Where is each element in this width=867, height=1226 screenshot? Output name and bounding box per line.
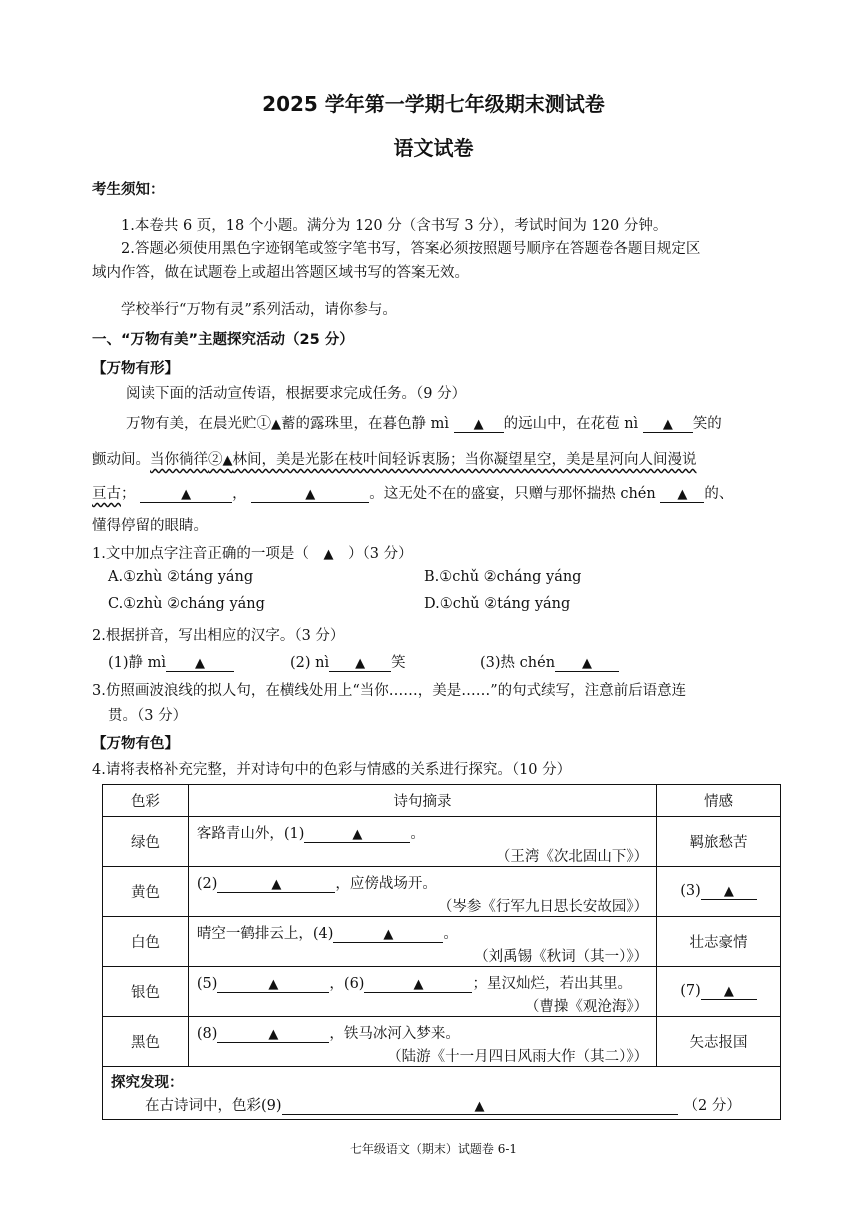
passage-line-1 <box>126 412 722 433</box>
blank-number: (1) <box>283 826 305 842</box>
answer-blank[interactable] <box>217 977 329 993</box>
blank-number: (6) <box>343 976 365 992</box>
exam-subtitle: 语文试卷 <box>393 136 474 160</box>
verse-source: （刘禹锡《秋词（其一）》） <box>474 949 649 965</box>
option-c[interactable]: C.①zhù ②cháng yáng <box>108 596 265 612</box>
answer-blank[interactable] <box>166 656 234 672</box>
verse-source: （陆游《十一月四日风雨大作（其二）》） <box>387 1049 649 1065</box>
passage-text: 万物有美，在晨光贮 <box>126 416 257 432</box>
verse-cell <box>188 1017 656 1067</box>
blank-number: (3) <box>680 883 701 900</box>
table-header-row <box>103 785 781 817</box>
question-4-stem: 4.请将表格补充完整，并对诗句中的色彩与情感的关系进行探究。（10 分） <box>92 762 572 778</box>
exam-title: 2025 学年第一学期七年级期末测试卷 <box>262 92 605 116</box>
wavy-text: 亘古 <box>92 486 121 502</box>
answer-triangle: ▲ <box>222 453 233 468</box>
passage-text: 的远山中，在花苞 nì <box>503 416 639 432</box>
option-a[interactable]: A.①zhù ②táng yáng <box>108 569 254 585</box>
question-3-line-2: 贯。（3 分） <box>108 708 188 724</box>
answer-triangle[interactable]: ▲ <box>323 547 334 562</box>
option-b[interactable]: B.①chǔ ②cháng yáng <box>424 569 582 585</box>
marker-1: ① <box>256 416 271 432</box>
answer-triangle: ▲ <box>268 977 279 992</box>
color-cell: 白色 <box>103 917 189 967</box>
item-suffix: 笑 <box>391 655 406 671</box>
answer-blank[interactable] <box>333 927 443 943</box>
blank-number: (4) <box>312 926 334 942</box>
question-1-stem: 1.文中加点字注音正确的一项是（ <box>92 546 309 562</box>
section-1-heading: 一、“万物有美”主题探究活动（25 分） <box>92 332 354 348</box>
subsection-shape: 【万物有形】 <box>92 361 179 377</box>
verse-text: 。 <box>443 926 458 942</box>
finding-row <box>103 1067 781 1120</box>
answer-blank[interactable] <box>660 487 704 503</box>
notice-item-1: 1.本卷共 6 页，18 个小题。满分为 120 分（含书写 3 分），考试时间为 120 分钟。 <box>121 218 668 234</box>
answer-blank[interactable] <box>217 1027 329 1043</box>
answer-triangle: ▲ <box>413 977 424 992</box>
answer-blank[interactable] <box>555 656 619 672</box>
header-emotion: 情感 <box>657 785 781 817</box>
item-label: (3)热 chén <box>480 655 556 671</box>
verse-source: （岑参《行军九日思长安故园》） <box>437 899 649 915</box>
blank-number: (7) <box>680 983 701 1000</box>
answer-triangle: ▲ <box>383 927 394 942</box>
finding-line <box>145 1094 741 1115</box>
answer-triangle: ▲ <box>195 656 206 671</box>
blank-number: (8) <box>196 1026 218 1042</box>
table-row <box>103 967 781 1017</box>
question-2-item-2 <box>290 651 406 672</box>
answer-blank[interactable] <box>454 417 504 433</box>
answer-triangle: ▲ <box>473 417 484 432</box>
passage-text: 。这无处不在的盛宴，只赠与那怀揣热 chén <box>369 486 656 502</box>
answer-blank[interactable] <box>251 487 369 503</box>
header-verse: 诗句摘录 <box>188 785 656 817</box>
verse-cell <box>188 967 656 1017</box>
verse-text: 晴空一鹤排云上， <box>196 926 313 942</box>
item-label: (2) nì <box>290 655 330 671</box>
answer-triangle: ▲ <box>582 656 593 671</box>
blank-number: (5) <box>196 976 218 992</box>
answer-triangle: ▲ <box>305 487 316 502</box>
finding-label: 探究发现： <box>111 1075 184 1091</box>
table-row <box>103 917 781 967</box>
answer-blank[interactable] <box>282 1099 678 1115</box>
blank-number: (9) <box>261 1098 282 1114</box>
header-color: 色彩 <box>103 785 189 817</box>
notice-item-2b: 域内作答，做在试题卷上或超出答题区域书写的答案无效。 <box>92 265 469 281</box>
verse-text: ， <box>329 976 344 992</box>
finding-cell <box>103 1067 781 1120</box>
verse-text: ；星汉灿烂，若出其里。 <box>472 976 632 992</box>
answer-triangle: ▲ <box>355 656 366 671</box>
verse-text: ，应傍战场开。 <box>335 876 437 892</box>
answer-blank[interactable] <box>217 877 335 893</box>
answer-triangle: ▲ <box>268 1027 279 1042</box>
answer-triangle: ▲ <box>271 877 282 892</box>
verse-source: （曹操《观沧海》） <box>524 999 649 1015</box>
poetry-table <box>102 784 781 1120</box>
answer-blank[interactable] <box>140 487 232 503</box>
verse-text: 。 <box>410 826 425 842</box>
answer-blank[interactable] <box>364 977 472 993</box>
finding-score: （2 分） <box>683 1098 741 1114</box>
emotion-cell: 矢志报国 <box>657 1017 781 1067</box>
verse-source: （王湾《次北固山下》） <box>495 849 649 865</box>
answer-blank[interactable] <box>304 827 410 843</box>
table-row <box>103 1017 781 1067</box>
finding-text: 在古诗词中，色彩 <box>145 1098 261 1114</box>
color-cell: 银色 <box>103 967 189 1017</box>
color-cell: 黑色 <box>103 1017 189 1067</box>
question-2-stem: 2.根据拼音，写出相应的汉字。（3 分） <box>92 628 345 644</box>
answer-triangle: ▲ <box>723 884 734 900</box>
page-footer: 七年级语文（期末）试题卷 6-1 <box>349 1142 518 1156</box>
verse-cell <box>188 917 656 967</box>
intro-text: 学校举行“万物有灵”系列活动，请你参与。 <box>121 302 397 318</box>
emotion-cell: 羁旅愁苦 <box>657 817 781 867</box>
verse-text: 客路青山外， <box>196 826 284 842</box>
passage-line-4: 懂得停留的眼睛。 <box>92 518 208 534</box>
answer-blank[interactable] <box>643 417 693 433</box>
emotion-cell <box>657 867 781 917</box>
question-3-line-1: 3.仿照画波浪线的拟人句，在横线处用上“当你……，美是……”的句式续写，注意前后语意连 <box>92 683 687 699</box>
passage-line-2 <box>92 448 697 469</box>
wavy-text: 林间，美是光影在枝叶间轻诉衷肠；当你凝望星空，美是星河向人间漫说 <box>232 452 697 468</box>
passage-text: 颤动间。 <box>92 452 150 468</box>
wavy-sentence <box>150 452 697 468</box>
answer-triangle: ▲ <box>677 487 688 502</box>
answer-triangle: ▲ <box>723 984 734 1000</box>
passage-text: 蓄的露珠里，在暮色静 mì <box>281 416 449 432</box>
passage-text: 笑的 <box>692 416 722 432</box>
question-2-item-1 <box>108 651 234 672</box>
answer-triangle: ▲ <box>271 417 281 432</box>
table-row <box>103 817 781 867</box>
notice-label: 考生须知： <box>92 182 165 198</box>
answer-blank[interactable] <box>329 656 391 672</box>
answer-triangle: ▲ <box>181 487 192 502</box>
question-1-score: ）（3 分） <box>348 546 413 562</box>
instruction-text: 阅读下面的活动宣传语，根据要求完成任务。（9 分） <box>126 386 467 402</box>
verse-text: ，铁马冰河入梦来。 <box>329 1026 460 1042</box>
marker-2: ② <box>208 452 223 468</box>
question-2-item-3 <box>480 651 619 672</box>
passage-text: ； <box>121 486 136 502</box>
passage-text: ， <box>232 486 247 502</box>
answer-triangle: ▲ <box>474 1099 485 1114</box>
subsection-color: 【万物有色】 <box>92 736 179 752</box>
passage-line-3 <box>92 482 733 503</box>
answer-triangle: ▲ <box>352 827 363 842</box>
option-d[interactable]: D.①chǔ ②táng yáng <box>424 596 571 612</box>
blank-number: (2) <box>196 876 218 892</box>
answer-blank[interactable] <box>701 884 757 900</box>
passage-text: 的、 <box>704 486 734 502</box>
table-row <box>103 867 781 917</box>
emotion-cell <box>657 967 781 1017</box>
answer-blank[interactable] <box>701 984 757 1000</box>
color-cell: 绿色 <box>103 817 189 867</box>
color-cell: 黄色 <box>103 867 189 917</box>
notice-item-2a: 2.答题必须使用黑色字迹钢笔或签字笔书写，答案必须按照题号顺序在答题卷各题目规定区 <box>121 241 701 257</box>
wavy-text: 当你徜徉 <box>150 452 208 468</box>
emotion-cell: 壮志豪情 <box>657 917 781 967</box>
answer-triangle: ▲ <box>662 417 673 432</box>
verse-cell <box>188 867 656 917</box>
verse-cell <box>188 817 656 867</box>
question-1 <box>92 542 413 563</box>
item-label: (1)静 mì <box>108 655 167 671</box>
